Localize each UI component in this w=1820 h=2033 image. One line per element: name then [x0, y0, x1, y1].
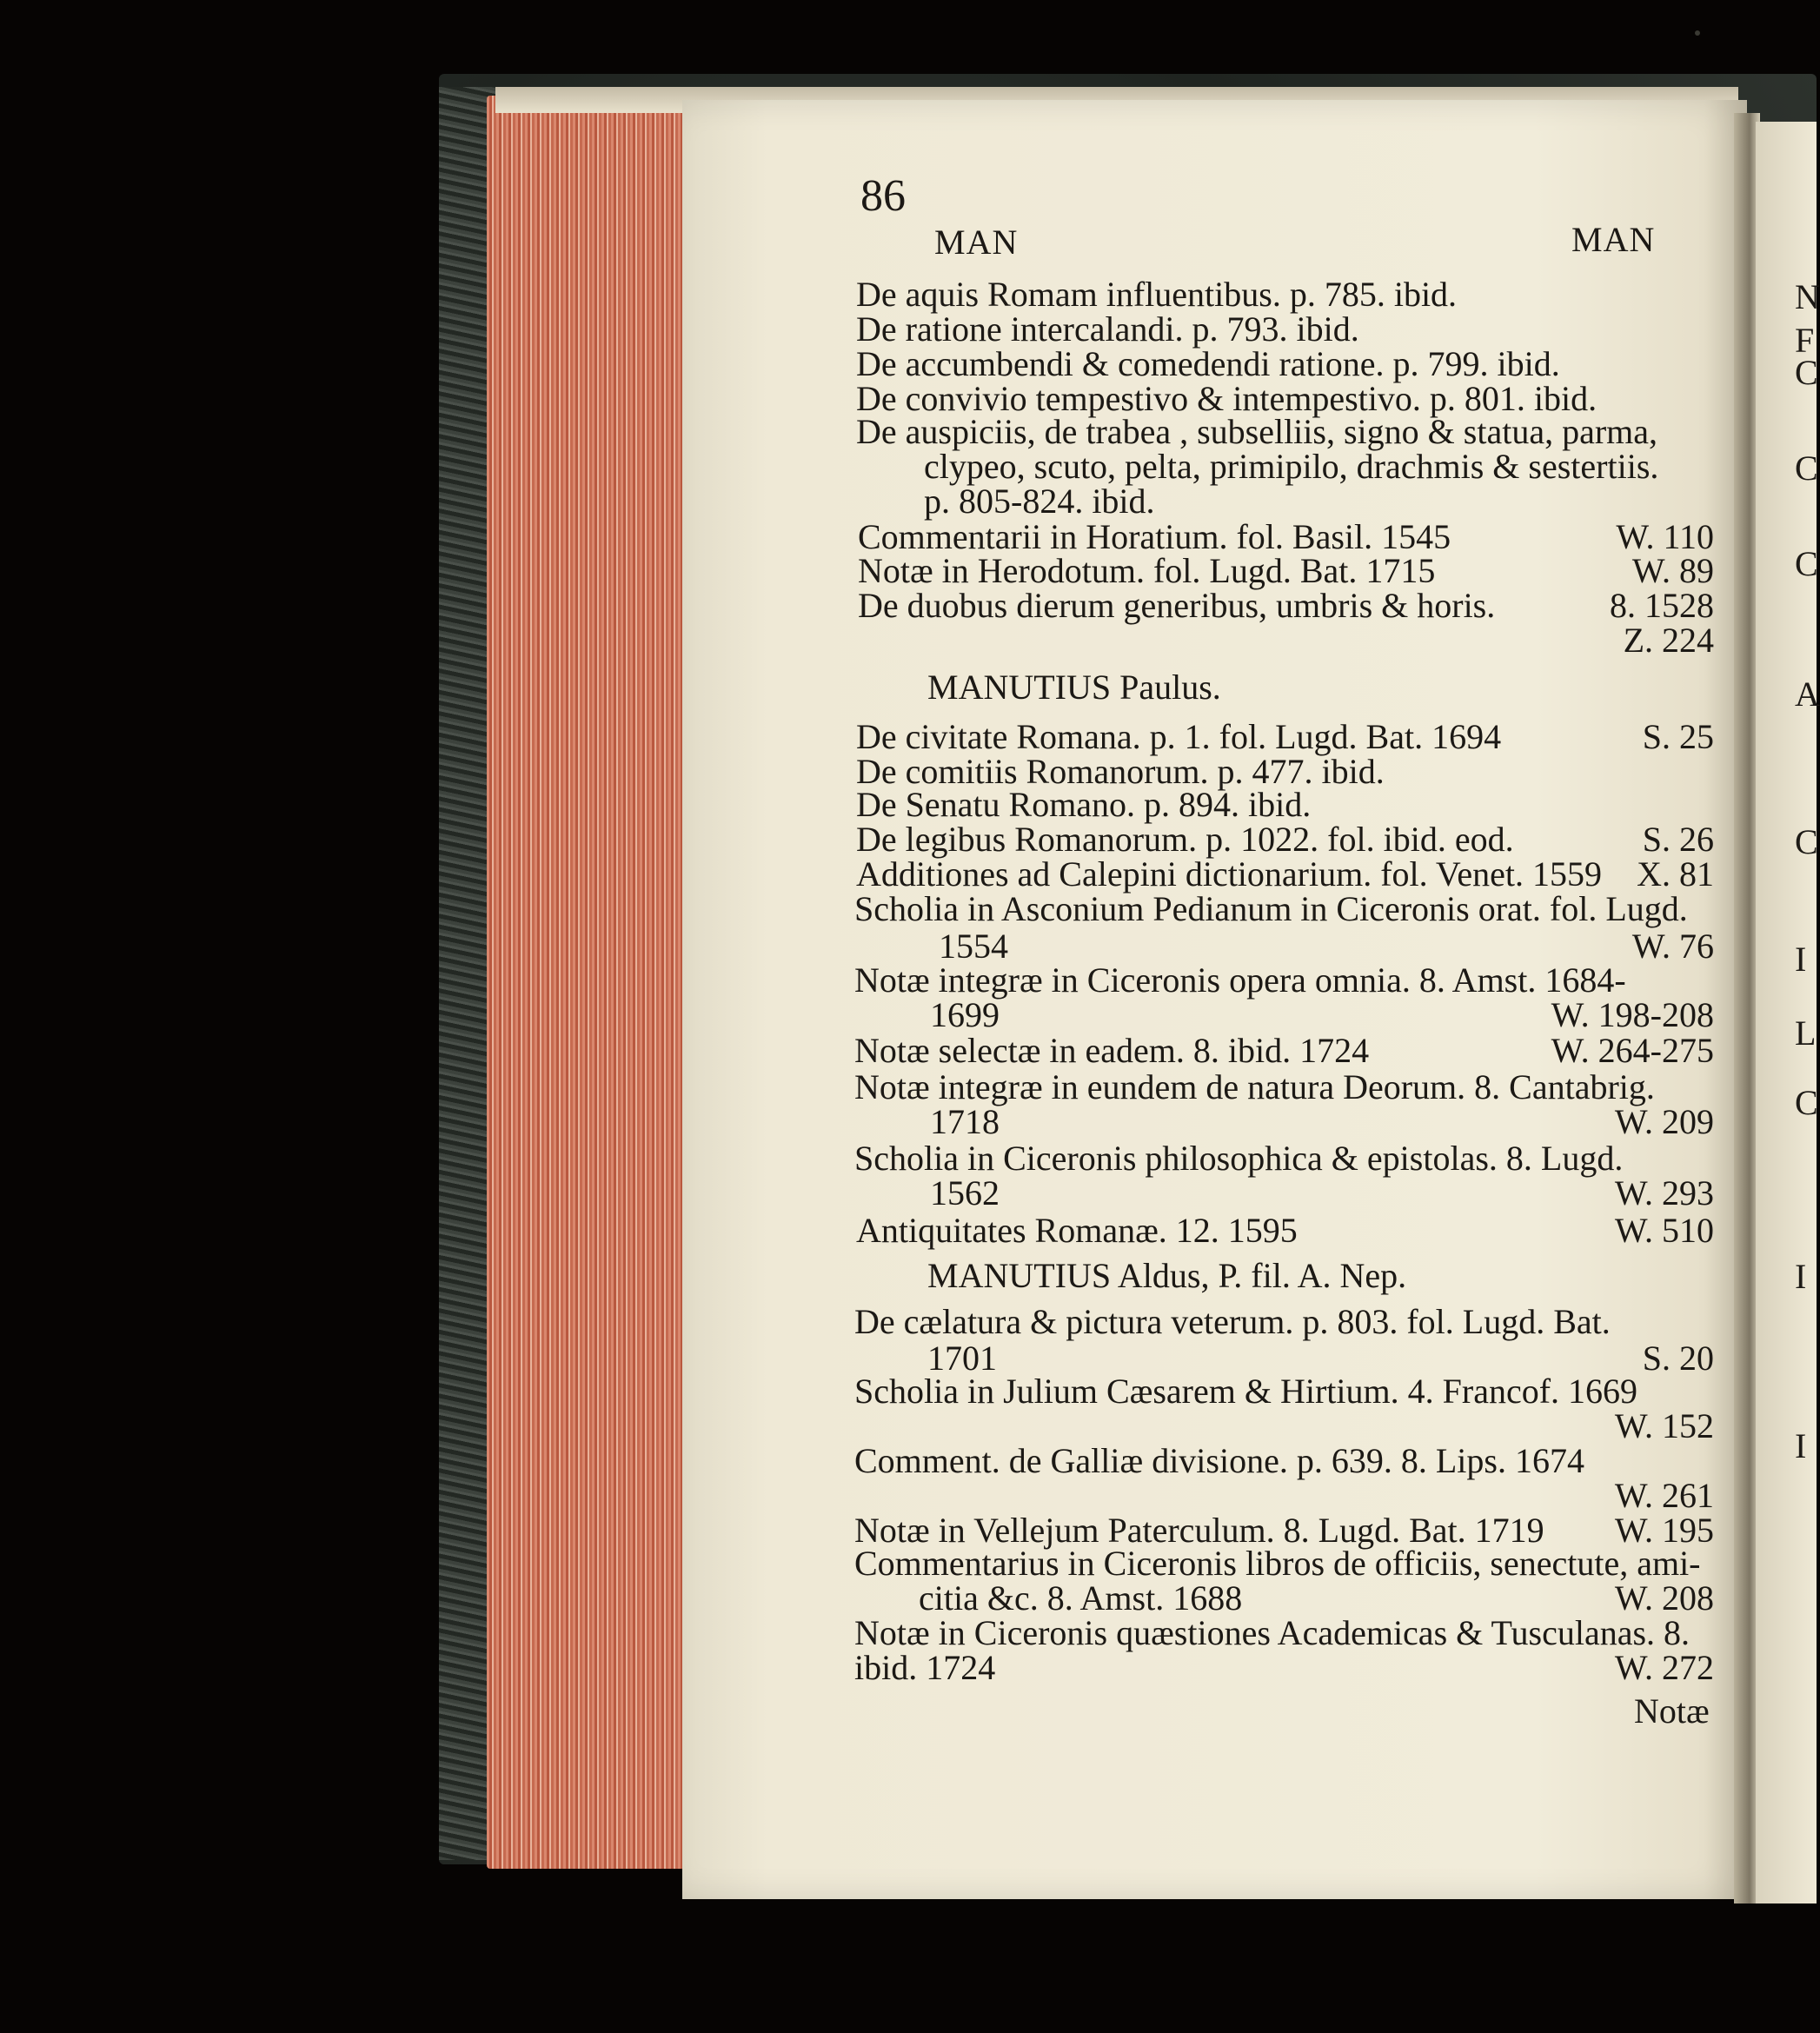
entry-reference: 8. 1528 [1610, 586, 1714, 625]
entry-line: ibid. 1724 [854, 1648, 996, 1687]
entry-line: De auspiciis, de trabea , subselliis, signo & statua, parma, [856, 412, 1658, 451]
entry-reference: W. 208 [1614, 1578, 1714, 1618]
entry-line: 1718 [930, 1102, 1000, 1141]
facing-page-letter: N [1795, 277, 1820, 316]
entry-line: De ratione intercalandi. p. 793. ibid. [856, 309, 1359, 349]
entry-reference: W. 110 [1616, 517, 1714, 556]
entry-heading: MANUTIUS Paulus. [927, 668, 1221, 707]
entry-line: Commentarii in Horatium. fol. Basil. 1545 [858, 517, 1451, 556]
entry-line: Notæ in Ciceronis quæstiones Academicas & Tusculanas. 8. [854, 1613, 1690, 1652]
facing-page-letter: I [1795, 940, 1807, 979]
entry-line: Antiquitates Romanæ. 12. 1595 [856, 1211, 1298, 1250]
entry-reference: W. 272 [1614, 1648, 1714, 1687]
entry-line: 1701 [927, 1339, 997, 1378]
entry-reference: W. 264-275 [1551, 1031, 1714, 1070]
entry-line: De aquis Romam influentibus. p. 785. ibid. [856, 275, 1458, 314]
entry-reference: X. 81 [1637, 854, 1714, 894]
entry-line: De legibus Romanorum. p. 1022. fol. ibid. eod. [856, 820, 1514, 859]
entry-line: clypeo, scuto, pelta, primipilo, drachmis & sestertiis. [924, 447, 1659, 486]
entry-line: De cælatura & pictura veterum. p. 803. fol. Lugd. Bat. [854, 1302, 1611, 1341]
entry-reference: S. 26 [1642, 820, 1714, 859]
entry-reference: W. 152 [1614, 1406, 1714, 1445]
catchword: Notæ [1634, 1691, 1710, 1731]
entry-line: De civitate Romana. p. 1. fol. Lugd. Bat. 1694 [856, 717, 1502, 756]
entry-reference: W. 510 [1614, 1211, 1714, 1250]
page-number: 86 [860, 171, 906, 221]
facing-page-letter: L [1795, 1013, 1817, 1053]
facing-page-letter: C [1795, 1083, 1818, 1122]
entry-line: 1699 [930, 995, 1000, 1034]
facing-page-letter: C [1795, 353, 1818, 392]
facing-page-letter: I [1795, 1426, 1807, 1465]
entry-line: De accumbendi & comedendi ratione. p. 799. ibid. [856, 344, 1560, 383]
entry-line: Scholia in Julium Cæsarem & Hirtium. 4. Francof. 1669 [854, 1372, 1638, 1411]
dust-speck [1695, 30, 1700, 36]
facing-page-letter: A [1795, 674, 1820, 714]
entry-line: De Senatu Romano. p. 894. ibid. [856, 785, 1312, 824]
entry-line: 1562 [930, 1173, 1000, 1212]
facing-page-letter: C [1795, 822, 1818, 861]
entry-heading: MANUTIUS Aldus, P. fil. A. Nep. [927, 1256, 1407, 1295]
entry-reference: W. 209 [1614, 1102, 1714, 1141]
entry-line: p. 805-824. ibid. [924, 482, 1155, 521]
entry-reference: W. 198-208 [1551, 995, 1714, 1034]
entry-line: Notæ integræ in Ciceronis opera omnia. 8. Amst. 1684- [854, 960, 1626, 1000]
entry-reference: W. 261 [1614, 1476, 1714, 1515]
running-head-right: MAN [1571, 220, 1656, 259]
entry-line: Notæ in Herodotum. fol. Lugd. Bat. 1715 [858, 551, 1436, 590]
facing-page-letter: F [1795, 321, 1815, 360]
entry-line: Notæ selectæ in eadem. 8. ibid. 1724 [854, 1031, 1370, 1070]
entry-line: De comitiis Romanorum. p. 477. ibid. [856, 752, 1385, 791]
page-edges [487, 96, 700, 1869]
entry-reference: W. 76 [1631, 927, 1714, 966]
facing-page-letter: C [1795, 448, 1818, 488]
entry-line: Notæ integræ in eundem de natura Deorum. 8. Cantabrig. [854, 1067, 1655, 1106]
entry-line: De duobus dierum generibus, umbris & horis. [858, 586, 1496, 625]
entry-line: Additiones ad Calepini dictionarium. fol. Venet. 1559 [856, 854, 1603, 894]
entry-reference: W. 293 [1614, 1173, 1714, 1212]
entry-reference: Z. 224 [1623, 621, 1714, 660]
entry-line: citia &c. 8. Amst. 1688 [919, 1578, 1243, 1618]
entry-reference: S. 25 [1642, 717, 1714, 756]
entry-line: De convivio tempestivo & intempestivo. p. 801. ibid. [856, 379, 1597, 418]
entry-reference: W. 195 [1614, 1511, 1714, 1550]
running-head-left: MAN [934, 223, 1019, 262]
entry-reference: S. 20 [1642, 1339, 1714, 1378]
entry-line: Commentarius in Ciceronis libros de officiis, senectute, ami- [854, 1544, 1701, 1583]
entry-line: Notæ in Vellejum Paterculum. 8. Lugd. Bat. 1719 [854, 1511, 1544, 1550]
facing-page-letter: C [1795, 544, 1818, 583]
facing-page-letter: I [1795, 1257, 1807, 1296]
entry-line: Scholia in Asconium Pedianum in Ciceronis orat. fol. Lugd. [854, 889, 1688, 928]
entry-line: Comment. de Galliæ divisione. p. 639. 8. Lips. 1674 [854, 1441, 1584, 1480]
entry-line: Scholia in Ciceronis philosophica & epistolas. 8. Lugd. [854, 1139, 1624, 1178]
entry-line: 1554 [939, 927, 1008, 966]
entry-reference: W. 89 [1631, 551, 1714, 590]
